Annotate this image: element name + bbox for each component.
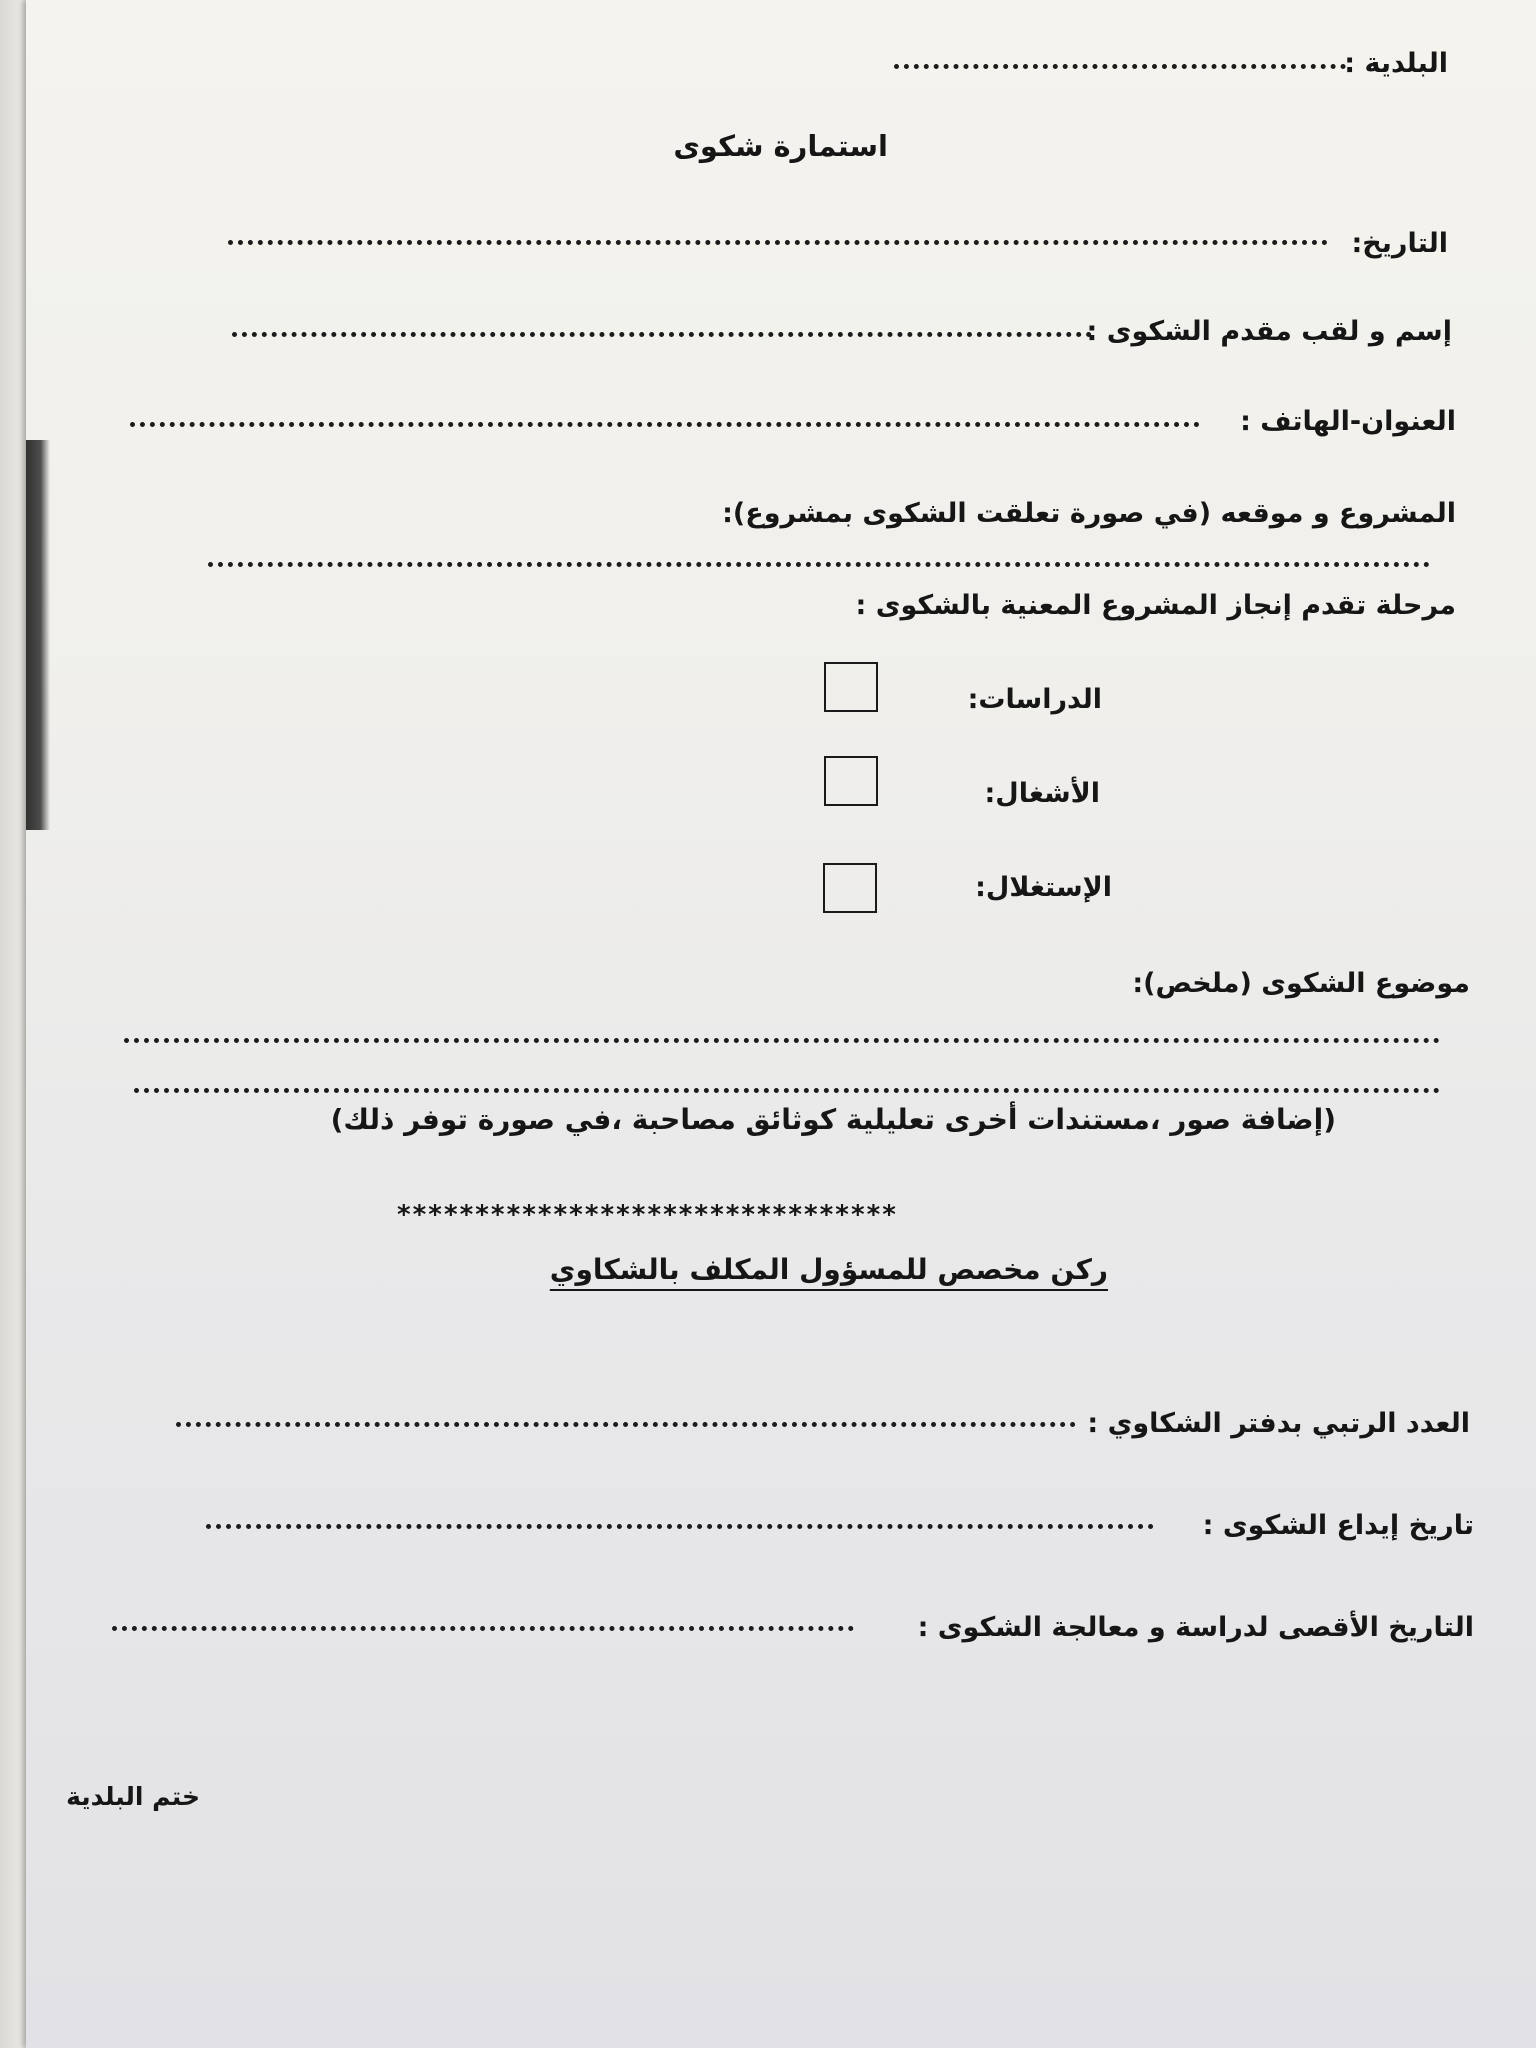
complainant-name-field[interactable] bbox=[232, 332, 1092, 337]
municipality-label: البلدية : bbox=[1344, 48, 1448, 79]
section-separator: ******************************** bbox=[396, 1200, 897, 1230]
filing-date-label: تاريخ إيداع الشكوى : bbox=[1202, 1510, 1474, 1541]
stage-works-label: الأشغال: bbox=[984, 778, 1100, 809]
complaint-subject-label: موضوع الشكوى (ملخص): bbox=[1132, 968, 1470, 999]
project-field[interactable] bbox=[208, 562, 1430, 567]
stage-works-checkbox[interactable] bbox=[824, 756, 878, 806]
address-phone-field[interactable] bbox=[130, 422, 1200, 427]
stage-studies-label: الدراسات: bbox=[967, 684, 1102, 715]
deadline-label: التاريخ الأقصى لدراسة و معالجة الشكوى : bbox=[917, 1612, 1474, 1643]
address-phone-label: العنوان-الهاتف : bbox=[1240, 406, 1456, 437]
register-number-field[interactable] bbox=[176, 1422, 1076, 1427]
stage-studies-checkbox[interactable] bbox=[824, 662, 878, 712]
project-stage-label: مرحلة تقدم إنجاز المشروع المعنية بالشكوى : bbox=[855, 590, 1456, 621]
binder-shadow bbox=[26, 440, 50, 830]
deadline-field[interactable] bbox=[112, 1626, 854, 1631]
date-label: التاريخ: bbox=[1351, 228, 1448, 259]
municipality-field[interactable] bbox=[894, 64, 1346, 69]
complaint-subject-field-line-2[interactable] bbox=[134, 1088, 1440, 1093]
stage-operation-checkbox[interactable] bbox=[823, 863, 877, 913]
form-title: استمارة شكوى bbox=[673, 129, 888, 163]
municipality-stamp-label: ختم البلدية bbox=[66, 1782, 200, 1811]
complaint-form-page bbox=[26, 0, 1536, 2048]
project-label: المشروع و موقعه (في صورة تعلقت الشكوى بمشروع): bbox=[722, 498, 1456, 529]
stage-operation-label: الإستغلال: bbox=[975, 872, 1112, 903]
date-field[interactable] bbox=[228, 240, 1328, 245]
filing-date-field[interactable] bbox=[206, 1524, 1154, 1529]
attachments-note: (إضافة صور ،مستندات أخرى تعليلية كوثائق مصاحبة ،في صورة توفر ذلك) bbox=[330, 1103, 1336, 1136]
officer-section-title: ركن مخصص للمسؤول المكلف بالشكاوي bbox=[549, 1253, 1108, 1286]
register-number-label: العدد الرتبي بدفتر الشكاوي : bbox=[1087, 1408, 1470, 1439]
complainant-name-label: إسم و لقب مقدم الشكوى : bbox=[1086, 316, 1452, 347]
complaint-subject-field-line-1[interactable] bbox=[124, 1038, 1440, 1043]
